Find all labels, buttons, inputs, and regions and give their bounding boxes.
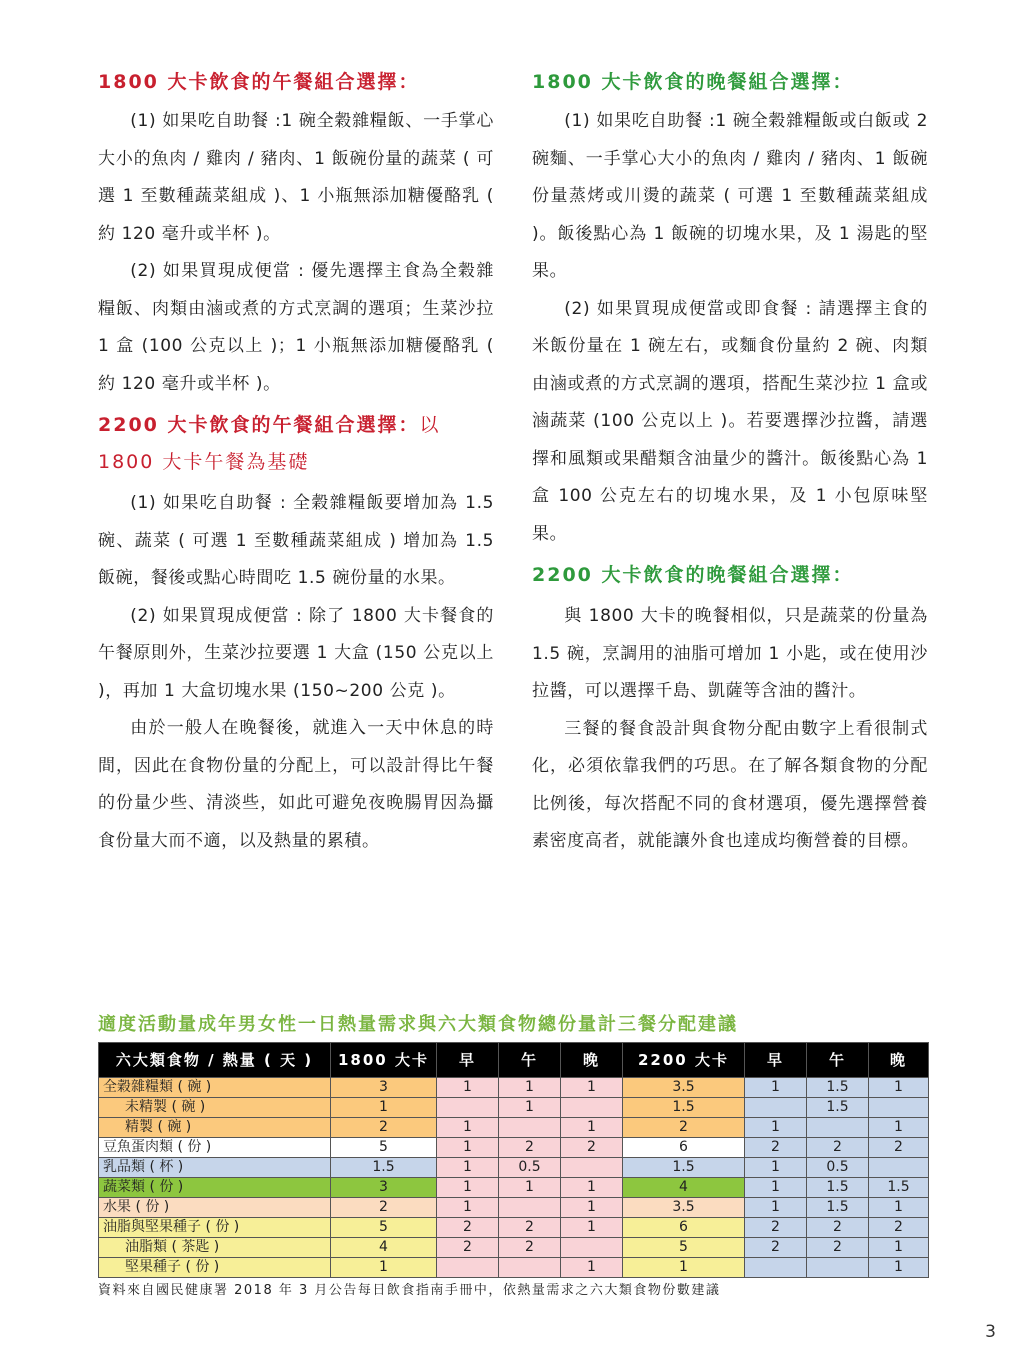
- conclusion-paragraph: 三餐的餐食設計與食物分配由數字上看很制式化，必須依靠我們的巧思。在了解各類食物的分配比例後，每次搭配不同的食材選項，優先選擇營養素密度高者，就能讓外食也達成均衡營養的目標。: [532, 718, 928, 851]
- header-2200: 2200 大卡: [623, 1043, 745, 1078]
- cell-1800-dinner: 2: [561, 1138, 623, 1158]
- lunch-1800-heading: 1800 大卡飲食的午餐組合選擇：: [98, 71, 420, 93]
- cell-2200-lunch: 2: [807, 1138, 869, 1158]
- table-row-nuts: [99, 1258, 929, 1278]
- cell-2200-total: 6: [623, 1138, 745, 1158]
- dinner-2200-paragraph: 與 1800 大卡的晚餐相似，只是蔬菜的份量為 1.5 碗，烹調用的油脂可增加 1 小匙，或在使用沙拉醬，可以選擇千島、凱薩等含油的醬汁。: [532, 606, 928, 701]
- cell-2200-breakfast: 1: [745, 1178, 807, 1198]
- cell-1800-total: 5: [331, 1138, 437, 1158]
- cell-1800-lunch: 0.5: [499, 1158, 561, 1178]
- cell-2200-total: 1.5: [623, 1098, 745, 1118]
- cell-1800-dinner: 1: [561, 1218, 623, 1238]
- cell-1800-breakfast: 1: [437, 1078, 499, 1098]
- cell-2200-total: 3.5: [623, 1078, 745, 1098]
- cell-2200-dinner: 1: [869, 1118, 929, 1138]
- cell-2200-dinner: [869, 1158, 929, 1178]
- cell-1800-breakfast: 1: [437, 1158, 499, 1178]
- food-allocation-table: [98, 1042, 929, 1278]
- cell-2200-dinner: [869, 1098, 929, 1118]
- cell-1800-lunch: 1: [499, 1078, 561, 1098]
- table-row-protein: [99, 1138, 929, 1158]
- lunch-2200-heading-sub: 以 1800 大卡午餐為基礎: [98, 414, 441, 473]
- cell-2200-dinner: 2: [869, 1218, 929, 1238]
- cell-2200-dinner: 1: [869, 1078, 929, 1098]
- header-2200-breakfast: 早: [745, 1043, 807, 1078]
- cell-1800-breakfast: 2: [437, 1218, 499, 1238]
- cell-2200-lunch: 1.5: [807, 1198, 869, 1218]
- cell-2200-breakfast: 1: [745, 1118, 807, 1138]
- cell-2200-total: 4: [623, 1178, 745, 1198]
- cell-1800-total: 1.5: [331, 1158, 437, 1178]
- cell-2200-total: 6: [623, 1218, 745, 1238]
- cell-2200-breakfast: 1: [745, 1198, 807, 1218]
- header-1800-dinner: 晚: [561, 1043, 623, 1078]
- table-row-grains: [99, 1078, 929, 1098]
- cell-2200-dinner: 1: [869, 1238, 929, 1258]
- page-number: 3: [985, 1322, 996, 1342]
- cell-1800-breakfast: [437, 1258, 499, 1278]
- header-1800: 1800 大卡: [331, 1043, 437, 1078]
- cell-2200-total: 2: [623, 1118, 745, 1138]
- cell-2200-total: 5: [623, 1238, 745, 1258]
- cell-1800-lunch: [499, 1118, 561, 1138]
- cell-2200-lunch: 2: [807, 1238, 869, 1258]
- cell-2200-lunch: 1.5: [807, 1078, 869, 1098]
- row-label: 水果 ( 份 ): [99, 1198, 331, 1218]
- header-2200-dinner: 晚: [869, 1043, 929, 1078]
- table-row-dairy: [99, 1158, 929, 1178]
- row-label: 油脂類 ( 茶匙 ): [99, 1238, 331, 1258]
- table-source-note: 資料來自國民健康署 2018 年 3 月公告每日飲食指南手冊中，依熱量需求之六大類食物份數建議: [98, 1283, 721, 1298]
- cell-1800-breakfast: 1: [437, 1138, 499, 1158]
- lunch-2200-heading-main: 2200 大卡飲食的午餐組合選擇：: [98, 414, 420, 436]
- dinner-1800-bento-paragraph: (2) 如果買現成便當或即食餐 : 請選擇主食的米飯份量在 1 碗左右，或麵食份量約 2 碗、肉類由滷或煮的方式烹調的選項，搭配生菜沙拉 1 盒或滷蔬菜 (100 公克以上 )。若要選擇沙拉醬，請選擇和風類或果醋類含油量少的醬汁。飯後點心為 1 盒 100 公克左右的切塊水果，及 1 小包原味堅果。: [532, 298, 928, 544]
- row-label: 豆魚蛋肉類 ( 份 ): [99, 1138, 331, 1158]
- cell-1800-breakfast: 1: [437, 1118, 499, 1138]
- cell-1800-total: 2: [331, 1198, 437, 1218]
- cell-2200-lunch: 1.5: [807, 1178, 869, 1198]
- cell-1800-lunch: [499, 1198, 561, 1218]
- cell-2200-breakfast: 2: [745, 1238, 807, 1258]
- dinner-1800-heading: 1800 大卡飲食的晚餐組合選擇：: [532, 71, 854, 93]
- table-row-fruit: [99, 1198, 929, 1218]
- row-label: 全穀雜糧類 ( 碗 ): [99, 1078, 331, 1098]
- table-title: 適度活動量成年男女性一日熱量需求與六大類食物總份量計三餐分配建議: [98, 1014, 738, 1035]
- table-row-unrefined: [99, 1098, 929, 1118]
- cell-1800-dinner: 1: [561, 1178, 623, 1198]
- lunch-1800-bento-paragraph: (2) 如果買現成便當 : 優先選擇主食為全穀雜糧飯、肉類由滷或煮的方式烹調的選項；生菜沙拉 1 盒 (100 公克以上 )；1 小瓶無添加糖優酪乳 ( 約 120 毫升或半杯 )。: [98, 261, 494, 394]
- allocation-table-section: [98, 1012, 928, 1302]
- cell-1800-dinner: [561, 1158, 623, 1178]
- cell-2200-breakfast: 2: [745, 1138, 807, 1158]
- table-row-oils-nuts: [99, 1218, 929, 1238]
- cell-1800-lunch: 2: [499, 1218, 561, 1238]
- header-2200-lunch: 午: [807, 1043, 869, 1078]
- cell-1800-total: 4: [331, 1238, 437, 1258]
- cell-2200-breakfast: 1: [745, 1158, 807, 1178]
- cell-1800-dinner: 1: [561, 1258, 623, 1278]
- cell-1800-total: 5: [331, 1218, 437, 1238]
- cell-1800-breakfast: 1: [437, 1178, 499, 1198]
- cell-2200-lunch: 1.5: [807, 1098, 869, 1118]
- cell-1800-breakfast: 2: [437, 1238, 499, 1258]
- cell-1800-dinner: 1: [561, 1198, 623, 1218]
- cell-1800-total: 1: [331, 1258, 437, 1278]
- cell-1800-breakfast: 1: [437, 1198, 499, 1218]
- cell-1800-dinner: 1: [561, 1078, 623, 1098]
- cell-2200-lunch: 2: [807, 1218, 869, 1238]
- row-label: 未精製 ( 碗 ): [99, 1098, 331, 1118]
- row-label: 堅果種子 ( 份 ): [99, 1258, 331, 1278]
- table-row-vegetables: [99, 1178, 929, 1198]
- cell-1800-lunch: [499, 1258, 561, 1278]
- cell-2200-lunch: 0.5: [807, 1158, 869, 1178]
- dinner-intro-paragraph: 由於一般人在晚餐後，就進入一天中休息的時間，因此在食物份量的分配上，可以設計得比午餐的份量少些、清淡些，如此可避免夜晚腸胃因為攝食份量大而不適，以及熱量的累積。: [98, 718, 494, 851]
- cell-2200-dinner: 1: [869, 1258, 929, 1278]
- cell-1800-breakfast: [437, 1098, 499, 1118]
- cell-1800-total: 2: [331, 1118, 437, 1138]
- cell-2200-lunch: [807, 1118, 869, 1138]
- cell-1800-lunch: 1: [499, 1098, 561, 1118]
- table-header-row: [99, 1043, 929, 1078]
- right-column: [532, 64, 928, 861]
- cell-2200-breakfast: [745, 1098, 807, 1118]
- row-label: 乳品類 ( 杯 ): [99, 1158, 331, 1178]
- cell-2200-dinner: 1: [869, 1198, 929, 1218]
- cell-1800-dinner: 1: [561, 1118, 623, 1138]
- lunch-2200-heading: [98, 407, 494, 481]
- cell-1800-lunch: 1: [499, 1178, 561, 1198]
- table-row-oils: [99, 1238, 929, 1258]
- row-label: 油脂與堅果種子 ( 份 ): [99, 1218, 331, 1238]
- cell-2200-total: 1.5: [623, 1158, 745, 1178]
- cell-1800-lunch: 2: [499, 1138, 561, 1158]
- table-row-refined: [99, 1118, 929, 1138]
- cell-1800-dinner: [561, 1098, 623, 1118]
- cell-2200-breakfast: 2: [745, 1218, 807, 1238]
- cell-1800-total: 1: [331, 1098, 437, 1118]
- cell-1800-total: 3: [331, 1078, 437, 1098]
- header-1800-breakfast: 早: [437, 1043, 499, 1078]
- header-1800-lunch: 午: [499, 1043, 561, 1078]
- lunch-1800-buffet-paragraph: (1) 如果吃自助餐 :1 碗全穀雜糧飯、一手掌心大小的魚肉 / 雞肉 / 豬肉、1 飯碗份量的蔬菜 ( 可選 1 至數種蔬菜組成 )、1 小瓶無添加糖優酪乳 ( 約 120 毫升或半杯 )。: [98, 111, 494, 244]
- cell-2200-breakfast: [745, 1258, 807, 1278]
- row-label: 蔬菜類 ( 份 ): [99, 1178, 331, 1198]
- lunch-2200-bento-paragraph: (2) 如果買現成便當 : 除了 1800 大卡餐食的午餐原則外，生菜沙拉要選 1 大盒 (150 公克以上 )，再加 1 大盒切塊水果 (150~200 公克 )。: [98, 605, 494, 701]
- header-food-group: 六大類食物 / 熱量 ( 天 ): [99, 1043, 331, 1078]
- row-label: 精製 ( 碗 ): [99, 1118, 331, 1138]
- lunch-2200-buffet-paragraph: (1) 如果吃自助餐 : 全穀雜糧飯要增加為 1.5 碗、蔬菜 ( 可選 1 至數種蔬菜組成 ) 增加為 1.5 飯碗，餐後或點心時間吃 1.5 碗份量的水果。: [98, 493, 494, 588]
- cell-2200-dinner: 1.5: [869, 1178, 929, 1198]
- dinner-1800-buffet-paragraph: (1) 如果吃自助餐 :1 碗全穀雜糧飯或白飯或 2 碗麵、一手掌心大小的魚肉 / 雞肉 / 豬肉、1 飯碗份量蒸烤或川燙的蔬菜 ( 可選 1 至數種蔬菜組成 )。飯後點心為 1 飯碗的切塊水果，及 1 湯匙的堅果。: [532, 111, 928, 281]
- dinner-2200-heading: 2200 大卡飲食的晚餐組合選擇：: [532, 564, 854, 586]
- cell-2200-lunch: [807, 1258, 869, 1278]
- cell-1800-total: 3: [331, 1178, 437, 1198]
- cell-2200-total: 3.5: [623, 1198, 745, 1218]
- left-column: [98, 64, 494, 860]
- cell-1800-lunch: 2: [499, 1238, 561, 1258]
- cell-1800-dinner: [561, 1238, 623, 1258]
- cell-2200-breakfast: 1: [745, 1078, 807, 1098]
- cell-2200-total: 1: [623, 1258, 745, 1278]
- cell-2200-dinner: 2: [869, 1138, 929, 1158]
